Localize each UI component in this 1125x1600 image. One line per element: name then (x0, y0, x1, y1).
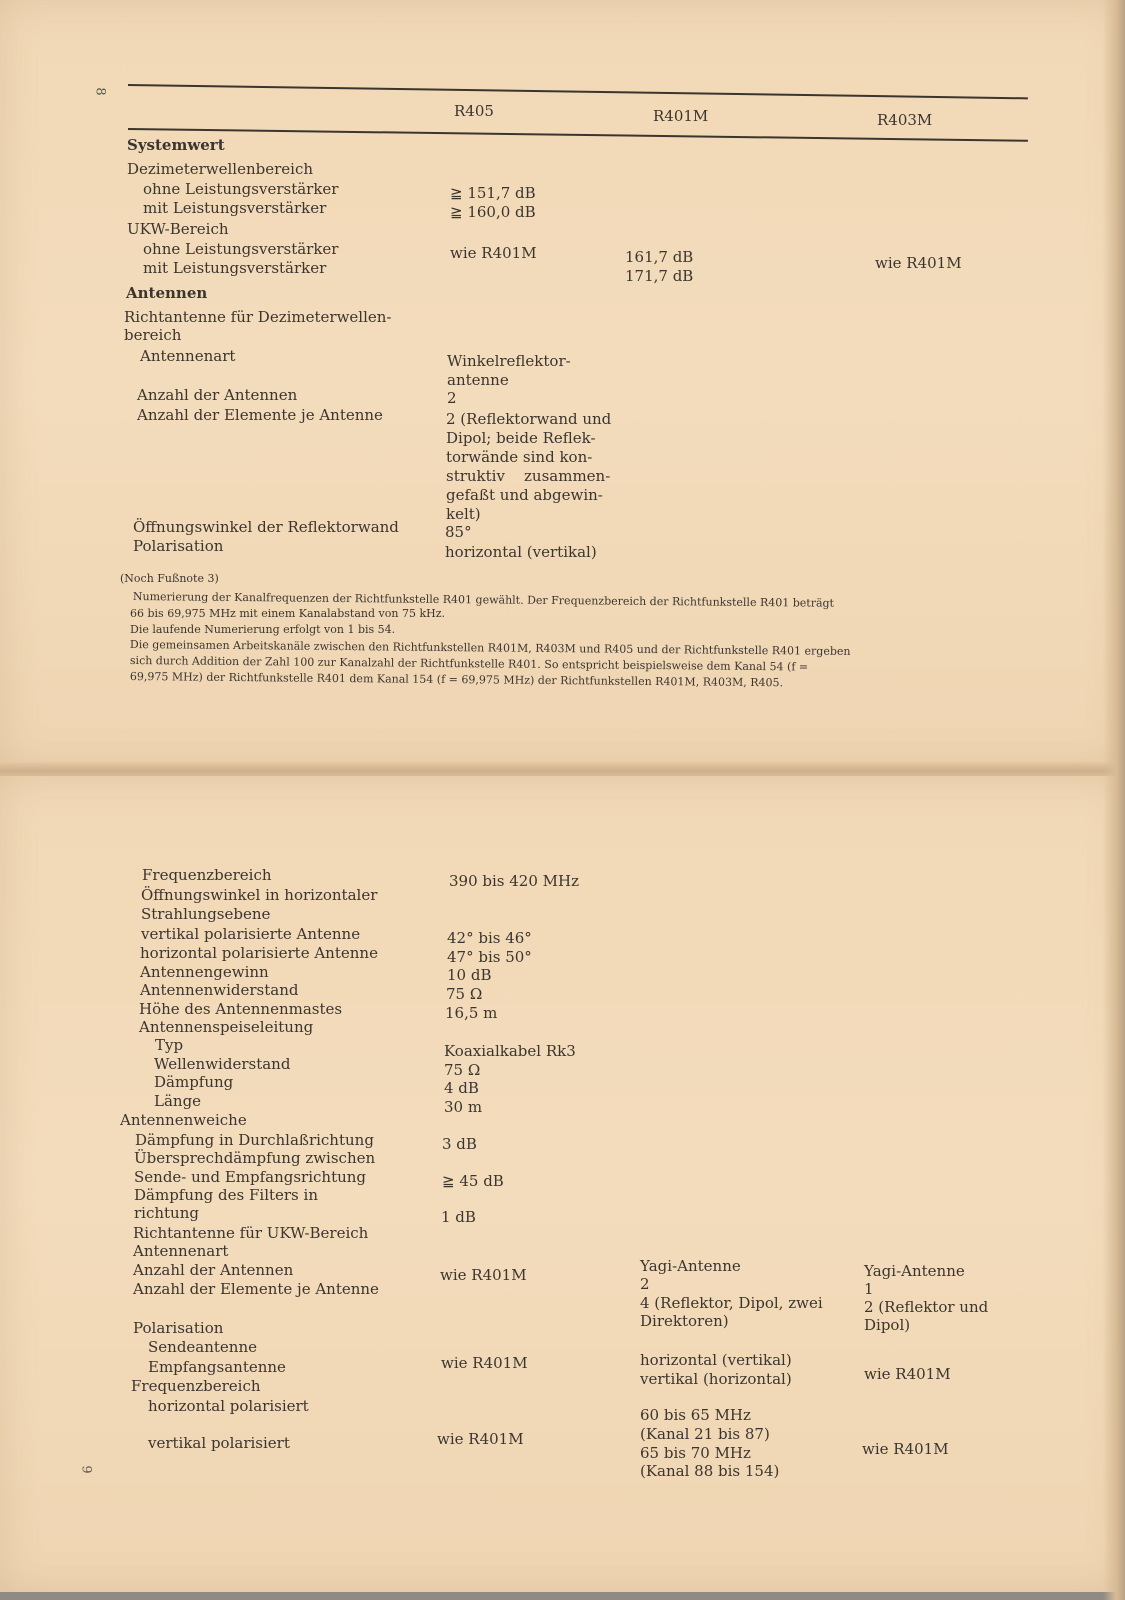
column-header-r405: R405 (454, 102, 494, 120)
dezi-ohne-value: ≧ 151,7 dB (450, 184, 536, 202)
frequenzbereich-r403m-value: wie R401M (862, 1440, 949, 1458)
footnote-line: sich durch Addition der Zahl 100 zur Kanalzahl der Richtfunkstelle R401. So entspricht beispielsweise dem Kanal 54 (f = (129, 654, 809, 674)
ukw-anzahl-label: Anzahl der Antennen (133, 1261, 294, 1279)
speiseleitung-label: Antennenspeiseleitung (139, 1018, 314, 1036)
antennengewinn-value: 10 dB (447, 966, 492, 984)
elemente-line: 2 (Reflektorwand und (446, 410, 612, 428)
horizontal-antenne-label: horizontal polarisierte Antenne (140, 944, 378, 962)
r403m-elemente-line1: 2 (Reflektor und (864, 1298, 989, 1316)
r401m-fb-line4: (Kanal 88 bis 154) (640, 1462, 780, 1480)
r403m-anzahl: 1 (864, 1280, 874, 1298)
elemente-line: kelt) (446, 505, 481, 523)
vertikal-antenne-value: 42° bis 46° (447, 929, 532, 947)
top-page (0, 0, 1125, 770)
richtantenne-dezi-line2: bereich (124, 326, 182, 344)
elemente-line: Dipol; beide Reflek- (446, 429, 596, 447)
anzahl-elemente-label: Anzahl der Elemente je Antenne (137, 406, 383, 424)
elemente-line: torwände sind kon- (446, 448, 593, 466)
ukw-r405-value: wie R401M (440, 1266, 527, 1284)
ukw-r403m-value: wie R401M (875, 254, 962, 272)
oeffnungswinkel-label: Öffnungswinkel der Reflektorwand (133, 518, 399, 536)
r401m-sende-value: horizontal (vertikal) (640, 1351, 792, 1369)
filter-line1: Dämpfung des Filters in (134, 1186, 318, 1204)
r401m-elemente-line1: 4 (Reflektor, Dipol, zwei (640, 1294, 823, 1312)
dezi-ohne-label: ohne Leistungsverstärker (143, 180, 339, 198)
footnote-line: Die gemeinsamen Arbeitskanäle zwischen den Richtfunkstellen R401M, R403M und R405 und der Richtfunkstelle R401 ergeben (129, 638, 851, 658)
anzahl-antennen-label: Anzahl der Antennen (137, 386, 298, 404)
vertikal-polarisiert-label: vertikal polarisiert (148, 1434, 290, 1452)
ukw-elemente-label: Anzahl der Elemente je Antenne (133, 1280, 379, 1298)
elemente-line: gefaßt und abgewin- (446, 486, 603, 504)
frequenzbereich-value: 390 bis 420 MHz (449, 872, 580, 890)
frequenzbereich-r405-value: wie R401M (437, 1430, 524, 1448)
laenge-value: 30 m (444, 1098, 483, 1116)
header-rule-bottom (128, 128, 1028, 141)
antennenart-label: Antennenart (140, 347, 236, 365)
horizontal-polarisiert-label: horizontal polarisiert (148, 1397, 309, 1415)
masthoehe-value: 16,5 m (445, 1004, 498, 1022)
footnote-line: Die laufende Numerierung erfolgt von 1 bis 54. (130, 623, 396, 636)
polarisation-label: Polarisation (133, 1319, 224, 1337)
oeffnungswinkel-line1: Öffnungswinkel in horizontaler (141, 886, 378, 904)
bottom-page (0, 776, 1125, 1592)
r401m-fb-line2: (Kanal 21 bis 87) (640, 1425, 770, 1443)
horizontal-antenne-value: 47° bis 50° (447, 948, 532, 966)
systemwert-title: Systemwert (127, 136, 225, 154)
ukw-frequenzbereich-label: Frequenzbereich (131, 1377, 261, 1395)
antennenwiderstand-label: Antennenwiderstand (140, 981, 299, 999)
r401m-empf-value: vertikal (horizontal) (640, 1370, 792, 1388)
sendeantenne-label: Sendeantenne (148, 1338, 257, 1356)
uebersprech-line1: Übersprechdämpfung zwischen (134, 1149, 376, 1167)
frequenzbereich-label: Frequenzbereich (142, 866, 272, 884)
antennenwiderstand-value: 75 Ω (446, 985, 483, 1003)
polarisation-value: horizontal (vertikal) (445, 543, 597, 561)
empfangsantenne-label: Empfangsantenne (148, 1358, 286, 1376)
antennen-title: Antennen (126, 284, 208, 302)
r401m-antennenart: Yagi-Antenne (640, 1257, 741, 1275)
anzahl-antennen-value: 2 (447, 389, 457, 407)
antennenart-value-line2: antenne (447, 371, 509, 389)
elemente-line: struktiv zusammen- (446, 467, 611, 485)
laenge-label: Länge (154, 1092, 202, 1110)
durchlass-value: 3 dB (442, 1135, 477, 1153)
daempfung-label: Dämpfung (154, 1073, 234, 1091)
filter-value: 1 dB (441, 1208, 476, 1226)
ukw-antennenart-label: Antennenart (133, 1242, 229, 1260)
uebersprech-value: ≧ 45 dB (442, 1172, 504, 1190)
r401m-fb-line1: 60 bis 65 MHz (640, 1406, 751, 1424)
antennenweiche-label: Antennenweiche (120, 1111, 247, 1129)
antennenart-value-line1: Winkelreflektor- (447, 352, 571, 370)
page-number-bottom: 9 (78, 1465, 94, 1474)
r401m-anzahl: 2 (640, 1275, 650, 1293)
ukw-richtantenne-label: Richtantenne für UKW-Bereich (133, 1224, 369, 1242)
daempfung-value: 4 dB (444, 1079, 479, 1097)
ukw-r401m-mit-value: 171,7 dB (625, 267, 694, 285)
uebersprech-line2: Sende- und Empfangsrichtung (134, 1168, 367, 1186)
page-number-top: 8 (92, 87, 108, 96)
vertikal-antenne-label: vertikal polarisierte Antenne (141, 925, 361, 943)
typ-value: Koaxialkabel Rk3 (444, 1042, 576, 1060)
column-header-r403m: R403M (877, 111, 933, 129)
wellenwiderstand-label: Wellenwiderstand (154, 1055, 291, 1073)
footnote-line: 69,975 MHz) der Richtfunkstelle R401 dem Kanal 154 (f = 69,975 MHz) der Richtfunkstellen R401M, R403M, R405. (129, 670, 784, 690)
column-header-r401m: R401M (653, 107, 709, 125)
polarisation-r403m-value: wie R401M (864, 1365, 951, 1383)
filter-line2: richtung (134, 1204, 199, 1222)
dezi-mit-value: ≧ 160,0 dB (450, 203, 536, 221)
durchlass-label: Dämpfung in Durchlaßrichtung (135, 1131, 374, 1149)
polarisation-label: Polarisation (133, 537, 224, 555)
footnote-line: Numerierung der Kanalfrequenzen der Richtfunkstelle R401 gewählt. Der Frequenzbereich der Richtfunkstelle R401 beträgt (132, 590, 835, 610)
antennengewinn-label: Antennengewinn (140, 963, 269, 981)
r401m-fb-line3: 65 bis 70 MHz (640, 1444, 751, 1462)
footnote-line: 66 bis 69,975 MHz mit einem Kanalabstand von 75 kHz. (130, 607, 445, 620)
header-rule-top (128, 84, 1028, 99)
ukw-r401m-ohne-value: 161,7 dB (625, 248, 694, 266)
richtantenne-dezi-line1: Richtantenne für Dezimeterwellen- (124, 308, 392, 326)
dezi-label: Dezimeterwellenbereich (127, 160, 314, 178)
ukw-mit-label: mit Leistungsverstärker (143, 259, 327, 277)
ukw-ohne-label: ohne Leistungsverstärker (143, 240, 339, 258)
r403m-elemente-line2: Dipol) (864, 1316, 911, 1334)
ukw-label: UKW-Bereich (127, 220, 229, 238)
dezi-mit-label: mit Leistungsverstärker (143, 199, 327, 217)
r401m-elemente-line2: Direktoren) (640, 1312, 729, 1330)
r403m-antennenart: Yagi-Antenne (864, 1262, 965, 1280)
oeffnungswinkel-line2: Strahlungsebene (141, 905, 271, 923)
typ-label: Typ (155, 1036, 184, 1054)
page-edge (1103, 0, 1125, 1600)
masthoehe-label: Höhe des Antennenmastes (139, 1000, 343, 1018)
wellenwiderstand-value: 75 Ω (444, 1061, 481, 1079)
footnote-title: (Noch Fußnote 3) (120, 572, 219, 585)
ukw-r405-value: wie R401M (450, 244, 537, 262)
oeffnungswinkel-value: 85° (445, 523, 472, 541)
polarisation-r405-value: wie R401M (441, 1354, 528, 1372)
